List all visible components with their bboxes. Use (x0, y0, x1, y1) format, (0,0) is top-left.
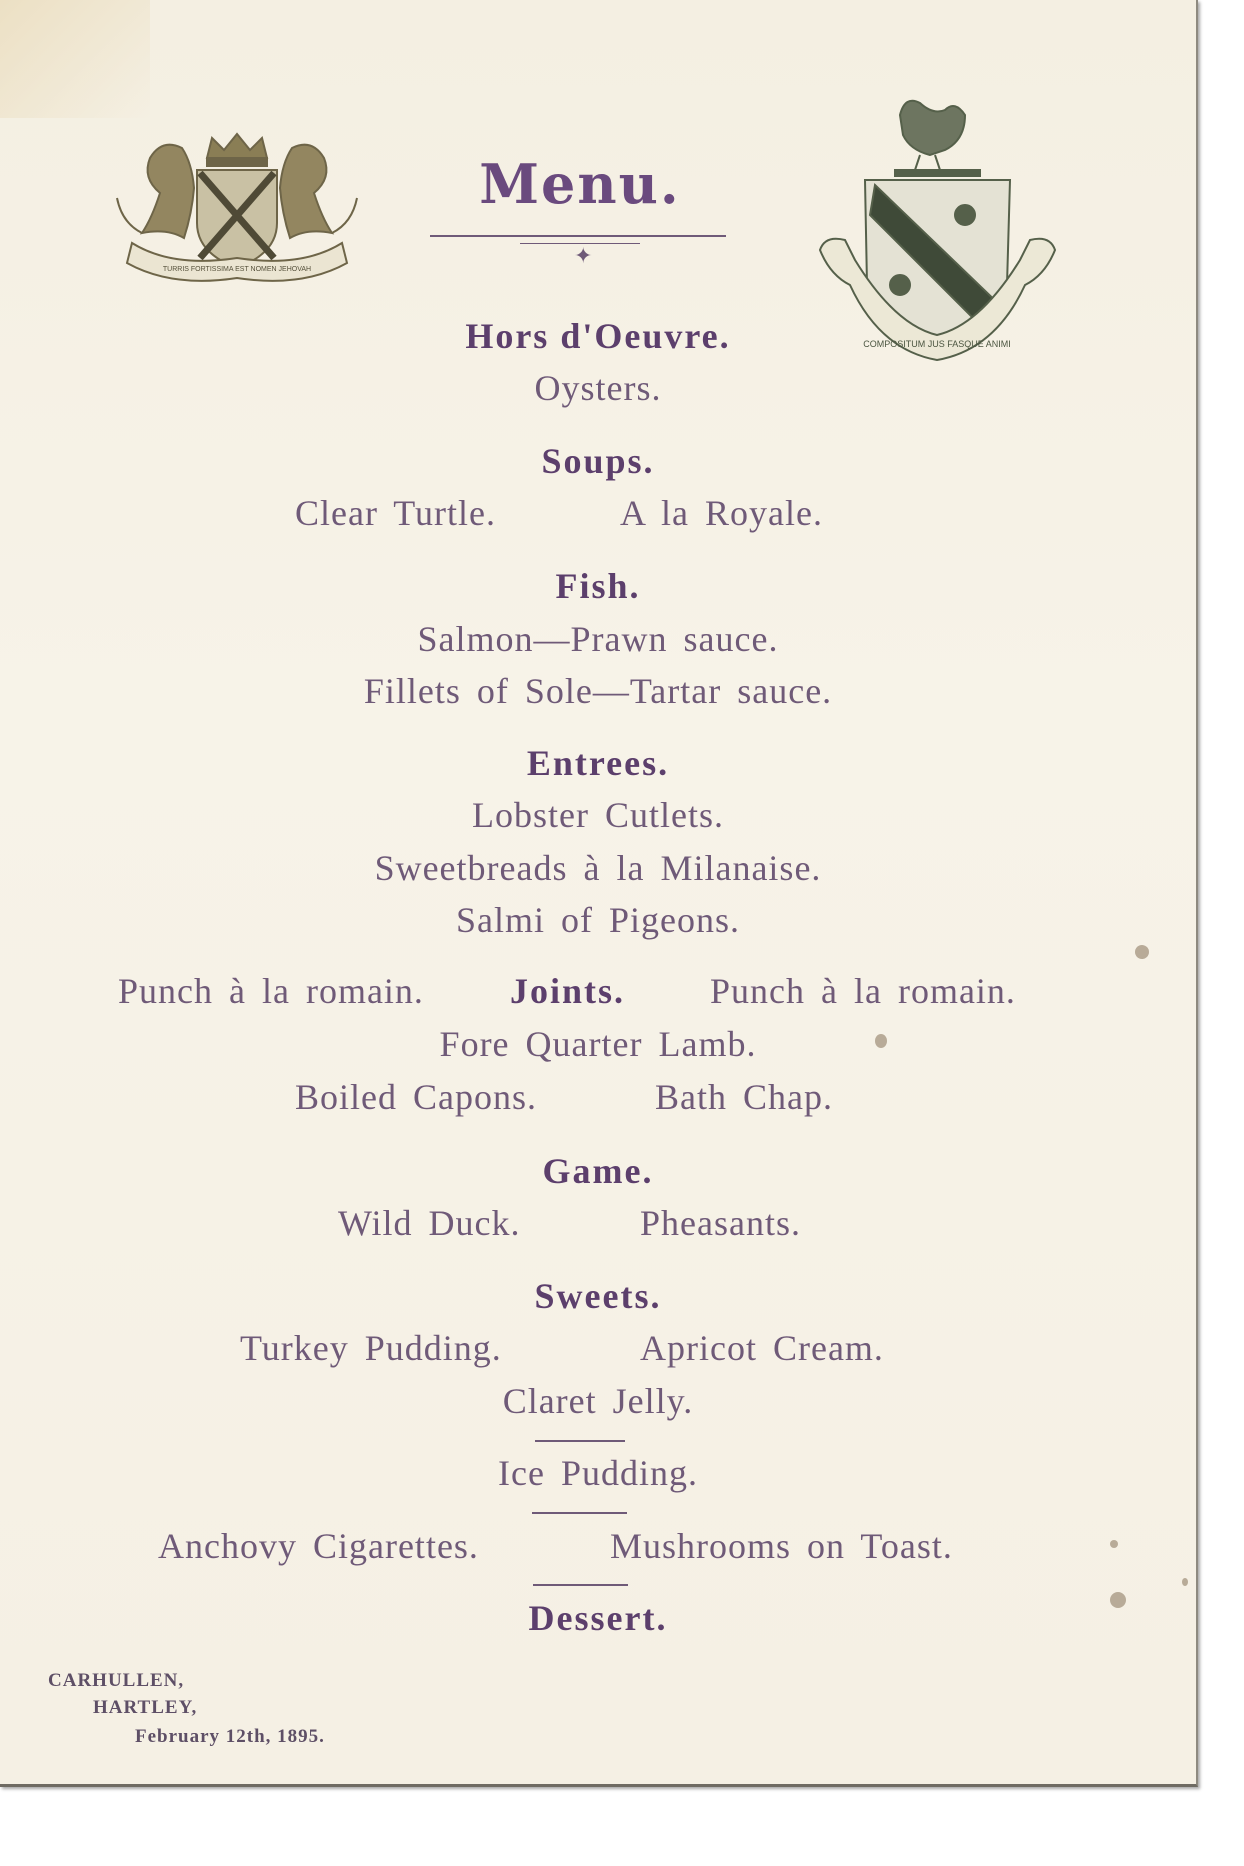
heading-dessert: Dessert. (528, 1598, 668, 1638)
footer-place: CARHULLEN, (48, 1670, 185, 1691)
divider-2 (532, 1512, 627, 1514)
item-claret-jelly: Claret Jelly. (502, 1381, 694, 1421)
item-anchovy-cigarettes: Anchovy Cigarettes. (158, 1526, 479, 1566)
paper-stain (0, 0, 150, 118)
item-turkey-pudding: Turkey Pudding. (240, 1328, 502, 1368)
item-clear-turtle: Clear Turtle. (295, 493, 497, 533)
heading-soups: Soups. (541, 441, 655, 481)
item-oysters: Oysters. (534, 368, 662, 408)
item-lobster-cutlets: Lobster Cutlets. (472, 795, 724, 835)
item-mushrooms-on-toast: Mushrooms on Toast. (610, 1526, 953, 1566)
item-sweetbreads: Sweetbreads à la Milanaise. (374, 848, 822, 888)
paper-speck (1110, 1592, 1126, 1608)
divider-1 (535, 1440, 625, 1442)
left-crest-icon (112, 118, 362, 293)
heading-game: Game. (542, 1151, 654, 1191)
item-punch-left: Punch à la romain. (118, 971, 424, 1011)
heading-fish: Fish. (555, 566, 641, 606)
divider-3 (533, 1584, 628, 1586)
left-crest-motto: TURRIS FORTISSIMA EST NOMEN JEHOVAH (162, 266, 312, 273)
footer-town: HARTLEY, (93, 1697, 198, 1718)
heading-joints: Joints. (510, 971, 626, 1011)
item-a-la-royale: A la Royale. (620, 493, 823, 533)
item-ice-pudding: Ice Pudding. (498, 1453, 698, 1493)
paper-speck (1182, 1578, 1188, 1586)
item-salmi-of-pigeons: Salmi of Pigeons. (455, 900, 740, 940)
footer-date: February 12th, 1895. (135, 1726, 325, 1747)
item-pheasants: Pheasants. (640, 1203, 801, 1243)
item-bath-chap: Bath Chap. (655, 1077, 833, 1117)
title-rule (430, 235, 726, 237)
menu-title: Menu. (479, 152, 681, 216)
ornament-cross-icon: ✦ (574, 244, 593, 269)
heading-entrees: Entrees. (526, 743, 670, 783)
paper-speck (875, 1034, 887, 1048)
item-fillets-of-sole: Fillets of Sole—Tartar sauce. (363, 671, 833, 711)
right-crest-motto: COMPOSITUM JUS FASQUE ANIMI (863, 339, 1011, 349)
item-punch-right: Punch à la romain. (710, 971, 1016, 1011)
heading-sweets: Sweets. (534, 1276, 662, 1316)
item-boiled-capons: Boiled Capons. (295, 1077, 537, 1117)
paper-speck (1135, 945, 1149, 959)
paper-speck (1110, 1540, 1118, 1548)
item-wild-duck: Wild Duck. (338, 1203, 521, 1243)
item-fore-quarter-lamb: Fore Quarter Lamb. (439, 1024, 757, 1064)
heading-hors-doeuvre: Hors d'Oeuvre. (465, 316, 731, 356)
item-apricot-cream: Apricot Cream. (640, 1328, 884, 1368)
item-salmon: Salmon—Prawn sauce. (417, 619, 779, 659)
